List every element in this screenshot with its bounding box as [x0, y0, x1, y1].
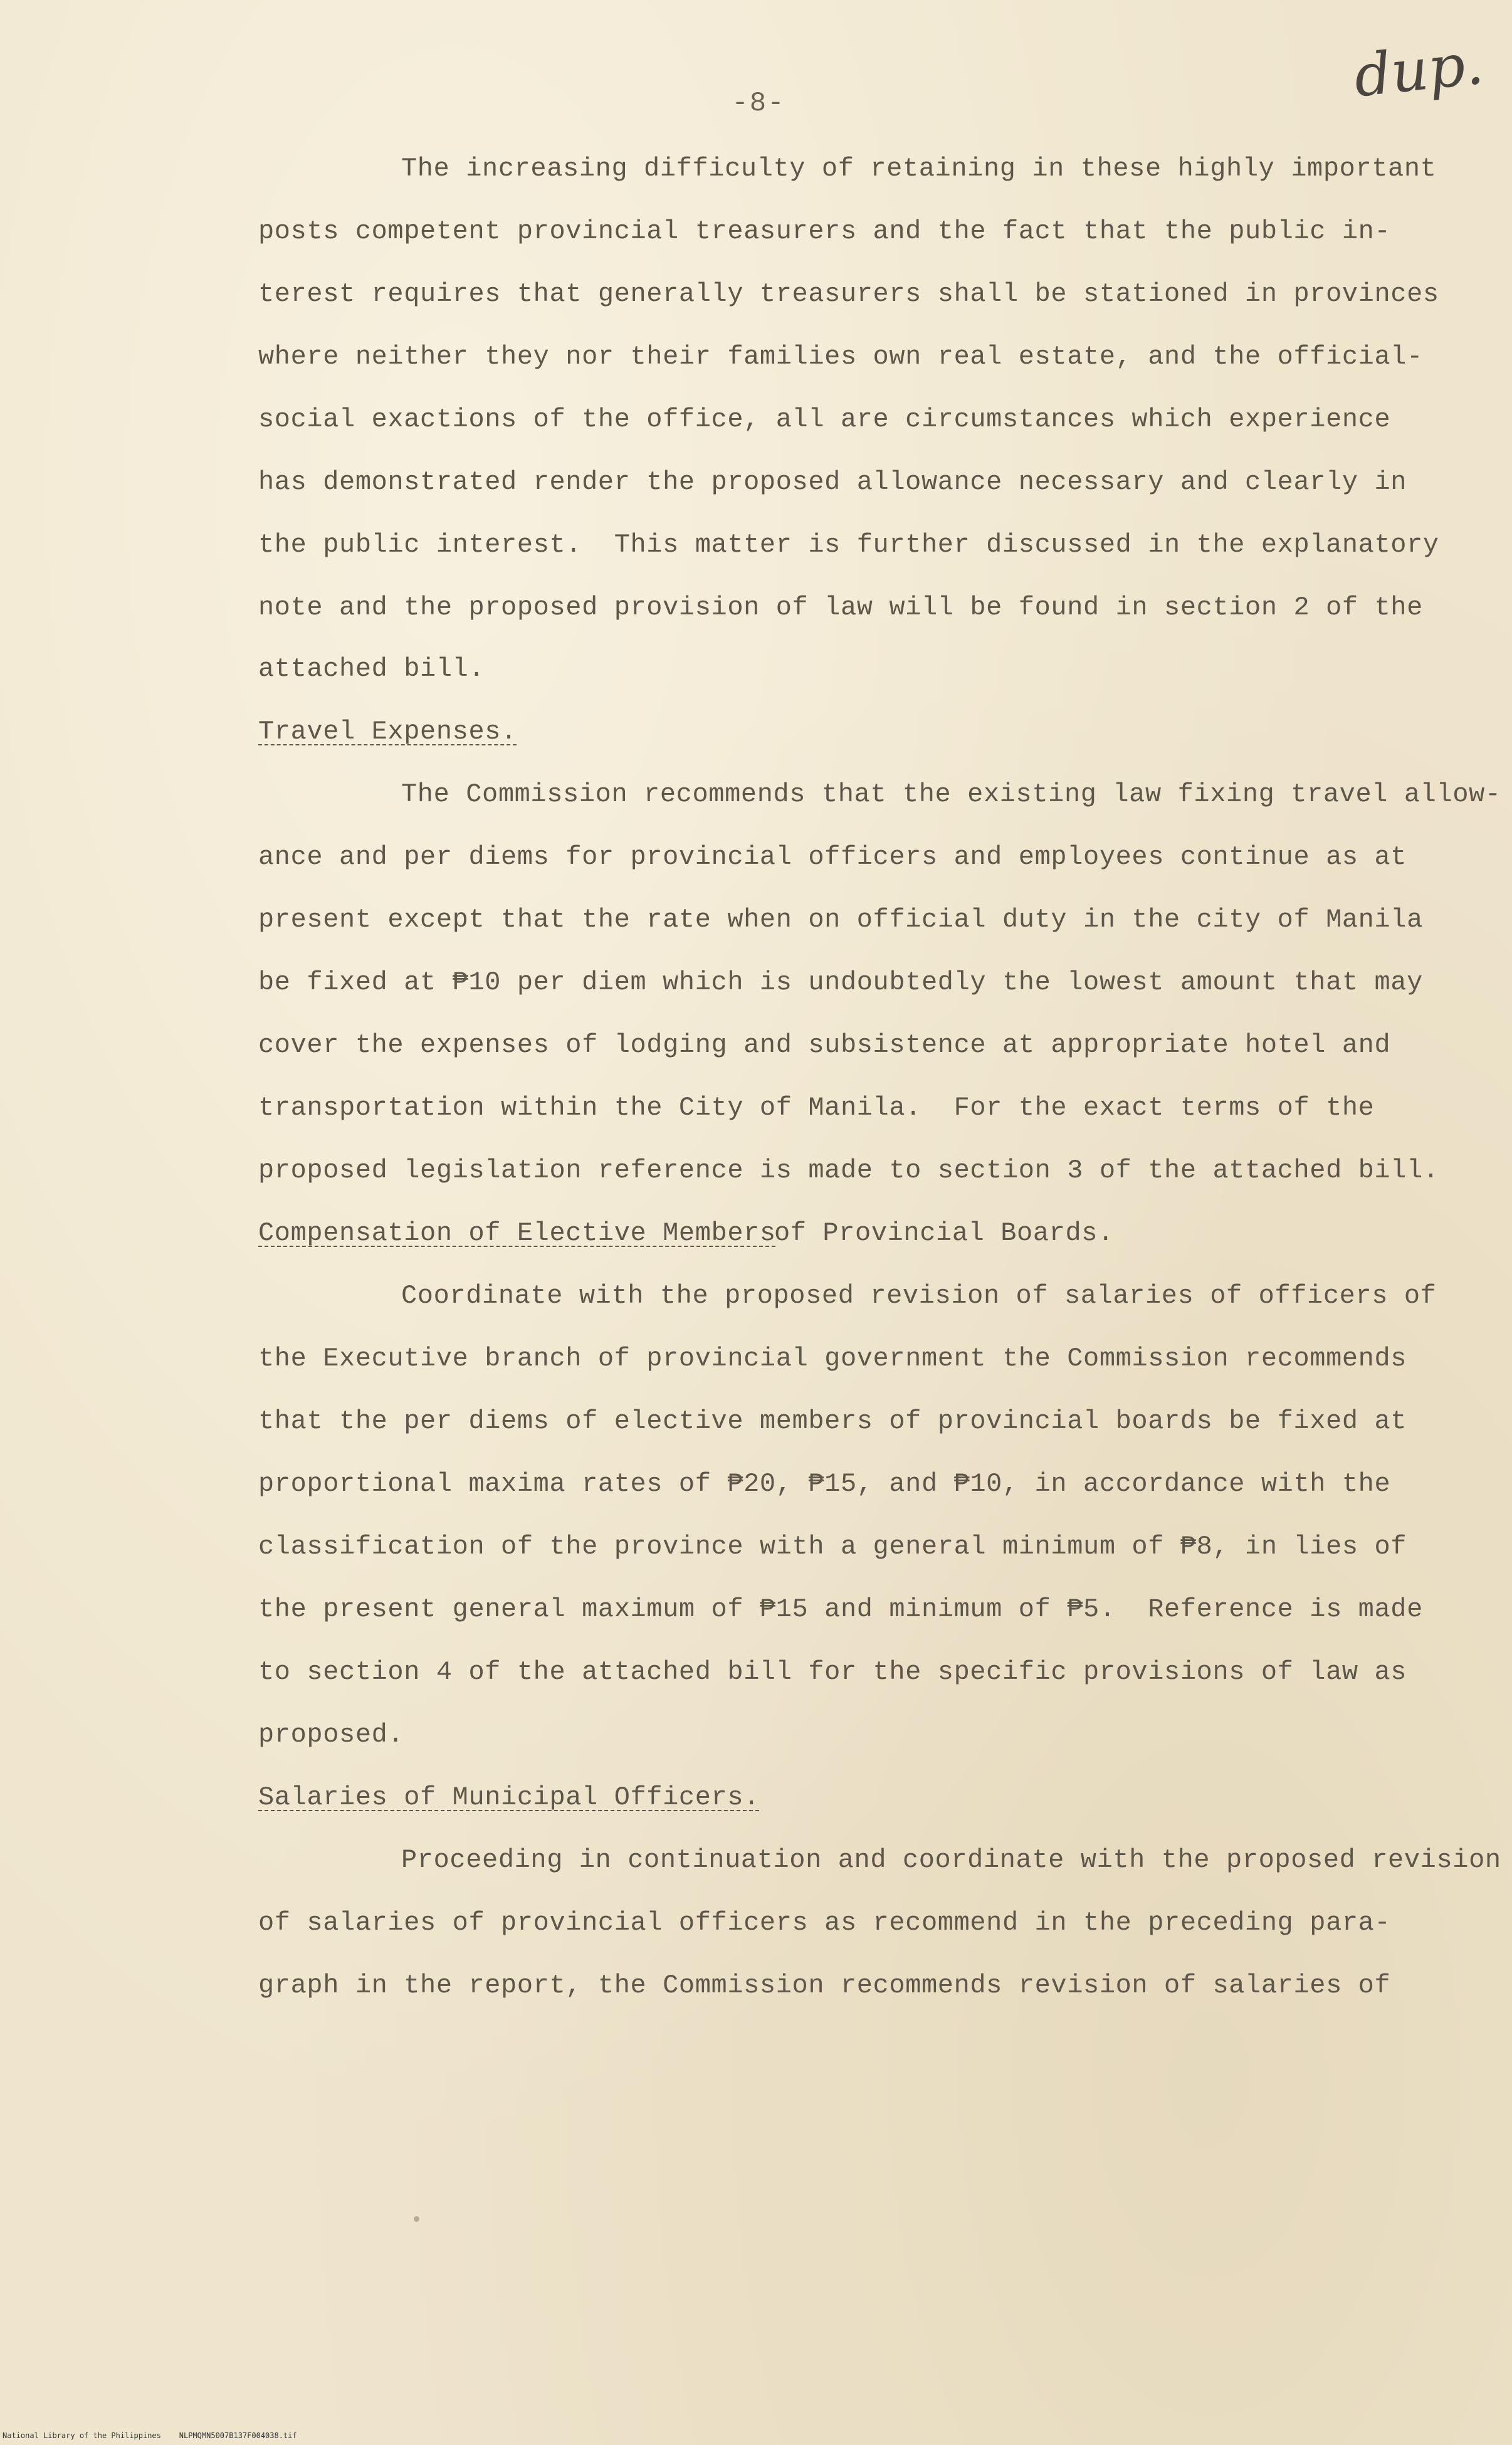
paper-speck — [414, 2216, 419, 2222]
text-line: Coordinate with the proposed revision of salaries of officers of — [401, 1281, 1437, 1311]
section-heading-compensation-suffix: of Provincial Boards. — [774, 1218, 1114, 1248]
text-line: the public interest. This matter is further discussed in the explanatory — [258, 530, 1439, 560]
scan-footer — [3, 2431, 297, 2440]
text-line: present except that the rate when on official duty in the city of Manila — [258, 905, 1423, 935]
text-line: The increasing difficulty of retaining in these highly important — [401, 154, 1437, 184]
footer-source: National Library of the Philippines — [3, 2431, 161, 2440]
text-line: cover the expenses of lodging and subsistence at appropriate hotel and — [258, 1030, 1391, 1060]
text-line: posts competent provincial treasurers and the fact that the public in- — [258, 216, 1391, 246]
page-number: -8- — [732, 88, 785, 119]
text-line: of salaries of provincial officers as recommend in the preceding para- — [258, 1908, 1391, 1938]
text-line: that the per diems of elective members of provincial boards be fixed at — [258, 1406, 1407, 1436]
text-line: graph in the report, the Commission recommends revision of salaries of — [258, 1970, 1391, 2001]
handwritten-annotation: dup. — [1350, 29, 1487, 110]
text-line: social exactions of the office, all are circumstances which experience — [258, 404, 1391, 434]
text-line: attached bill. — [258, 654, 485, 684]
text-line: be fixed at ₱10 per diem which is undoubtedly the lowest amount that may — [258, 967, 1423, 997]
text-line: the present general maximum of ₱15 and minimum of ₱5. Reference is made — [258, 1594, 1423, 1624]
text-line: has demonstrated render the proposed allowance necessary and clearly in — [258, 467, 1407, 497]
section-heading-municipal-salaries: Salaries of Municipal Officers. — [258, 1782, 760, 1812]
text-line: proposed. — [258, 1720, 404, 1750]
text-line: proportional maxima rates of ₱20, ₱15, and ₱10, in accordance with the — [258, 1469, 1391, 1499]
text-line: classification of the province with a general minimum of ₱8, in lies of — [258, 1532, 1407, 1562]
text-line: The Commission recommends that the existing law fixing travel allow- — [401, 779, 1501, 809]
text-line: note and the proposed provision of law will be found in section 2 of the — [258, 592, 1423, 623]
section-heading-travel-expenses: Travel Expenses. — [258, 717, 517, 747]
text-line: ance and per diems for provincial officers and employees continue as at — [258, 842, 1407, 872]
text-line: the Executive branch of provincial government the Commission recommends — [258, 1343, 1407, 1374]
text-line: terest requires that generally treasurers shall be stationed in provinces — [258, 279, 1439, 309]
text-line: where neither they nor their families own real estate, and the official- — [258, 342, 1423, 372]
text-line: transportation within the City of Manila. For the exact terms of the — [258, 1093, 1375, 1123]
footer-filename: NLPMQMN5007B137F004038.tif — [179, 2431, 297, 2440]
text-line: proposed legislation reference is made to section 3 of the attached bill. — [258, 1155, 1439, 1186]
section-heading-compensation: Compensation of Elective Members — [258, 1218, 776, 1248]
text-line: to section 4 of the attached bill for the specific provisions of law as — [258, 1657, 1407, 1687]
text-line: Proceeding in continuation and coordinate with the proposed revision — [401, 1845, 1501, 1875]
